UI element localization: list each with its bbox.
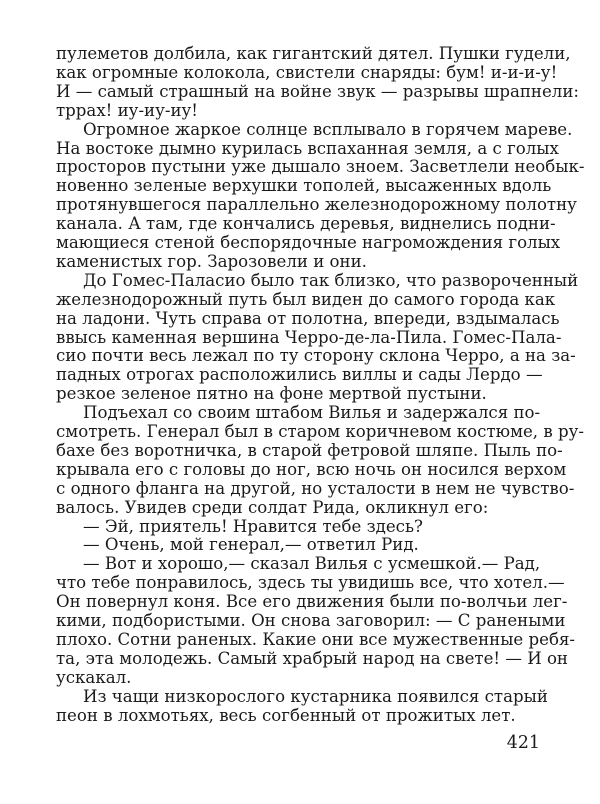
text-line: На востоке дымно курилась вспаханная земля, а с голых xyxy=(56,138,559,158)
dialogue-line: — Вот и хорошо,— сказал Вилья с усмешкой.— Рад, xyxy=(83,554,541,574)
text-line: ускакал. xyxy=(56,667,132,687)
text-line: смотреть. Генерал был в старом коричневом костюме, в ру- xyxy=(56,422,584,441)
text-line: крывала его с головы до ног, всю ночь он носился верхом xyxy=(56,459,567,479)
text-line: резкое зеленое пятно на фоне мертвой пустыни. xyxy=(56,384,487,404)
text-line: Огромное жаркое солнце всплывало в горячем мареве. xyxy=(83,119,573,139)
text-line: Подъехал со своим штабом Вилья и задержался по- xyxy=(83,403,541,423)
text-line: валось. Увидев среди солдат Рида, окликнул его: xyxy=(56,497,489,517)
dialogue-line: — Эй, приятель! Нравится тебе здесь? xyxy=(83,516,423,536)
text-line: с одного фланга на другой, но усталости в нем не чувство- xyxy=(56,478,575,498)
text-line: мающиеся стеной беспорядочные нагромождения голых xyxy=(56,233,561,252)
text-line: новенно зеленые верхушки тополей, высаженных вдоль xyxy=(56,176,552,196)
text-line: на ладони. Чуть справа от полотна, впереди, вздымалась xyxy=(56,308,560,328)
text-line: падных отрогах расположились виллы и сады Лердо — xyxy=(56,365,543,385)
text-line: Он повернул коня. Все его движения были по-волчьи лег- xyxy=(56,592,568,612)
text-line: что тебе понравилось, здесь ты увидишь все, что хотел.— xyxy=(56,573,565,593)
text-line: бахе без воротничка, в старой фетровой шляпе. Пыль по- xyxy=(56,440,563,460)
text-line: И — самый страшный на войне звук — разрывы шрапнели: xyxy=(56,81,580,101)
text-line: канала. А там, где кончались деревья, виднелись подни- xyxy=(56,214,556,234)
text-line: просторов пустыни уже дышало зноем. Засветлели необык- xyxy=(56,157,585,177)
text-line: железнодорожный путь был виден до самого города как xyxy=(56,289,556,309)
text-line: До Гомес-Паласио было так близко, что развороченный xyxy=(83,270,579,290)
text-line: пулеметов долбила, как гигантский дятел. Пушки гудели, xyxy=(56,44,571,63)
text-line: как огромные колокола, свистели снаряды: бум! и-и-и-у! xyxy=(56,62,558,82)
text-line: каменистых гор. Зарозовели и они. xyxy=(56,251,367,271)
text-line: плохо. Сотни раненых. Какие они все мужественные ребя- xyxy=(56,629,576,649)
text-line: пеон в лохмотьях, весь согбенный от прожитых лет. xyxy=(56,705,516,725)
text-line: Из чащи низкорослого кустарника появился старый xyxy=(83,686,548,706)
text-line: кими, подбористыми. Он снова заговорил: — С ранеными xyxy=(56,611,566,630)
dialogue-line: — Очень, мой генерал,— ответил Рид. xyxy=(83,535,419,555)
text-line: протянувшегося параллельно железнодорожному полотну xyxy=(56,195,577,215)
text-line: ввысь каменная вершина Черро-де-ла-Пила. Гомес-Пала- xyxy=(56,327,562,347)
text-line: сио почти весь лежал по ту сторону склона Черро, а на за- xyxy=(56,346,576,366)
text-line: та, эта молодежь. Самый храбрый народ на свете! — И он xyxy=(56,648,568,668)
page-number: 421 xyxy=(506,733,540,753)
text-line: тррах! иу-иу-иу! xyxy=(56,100,198,120)
